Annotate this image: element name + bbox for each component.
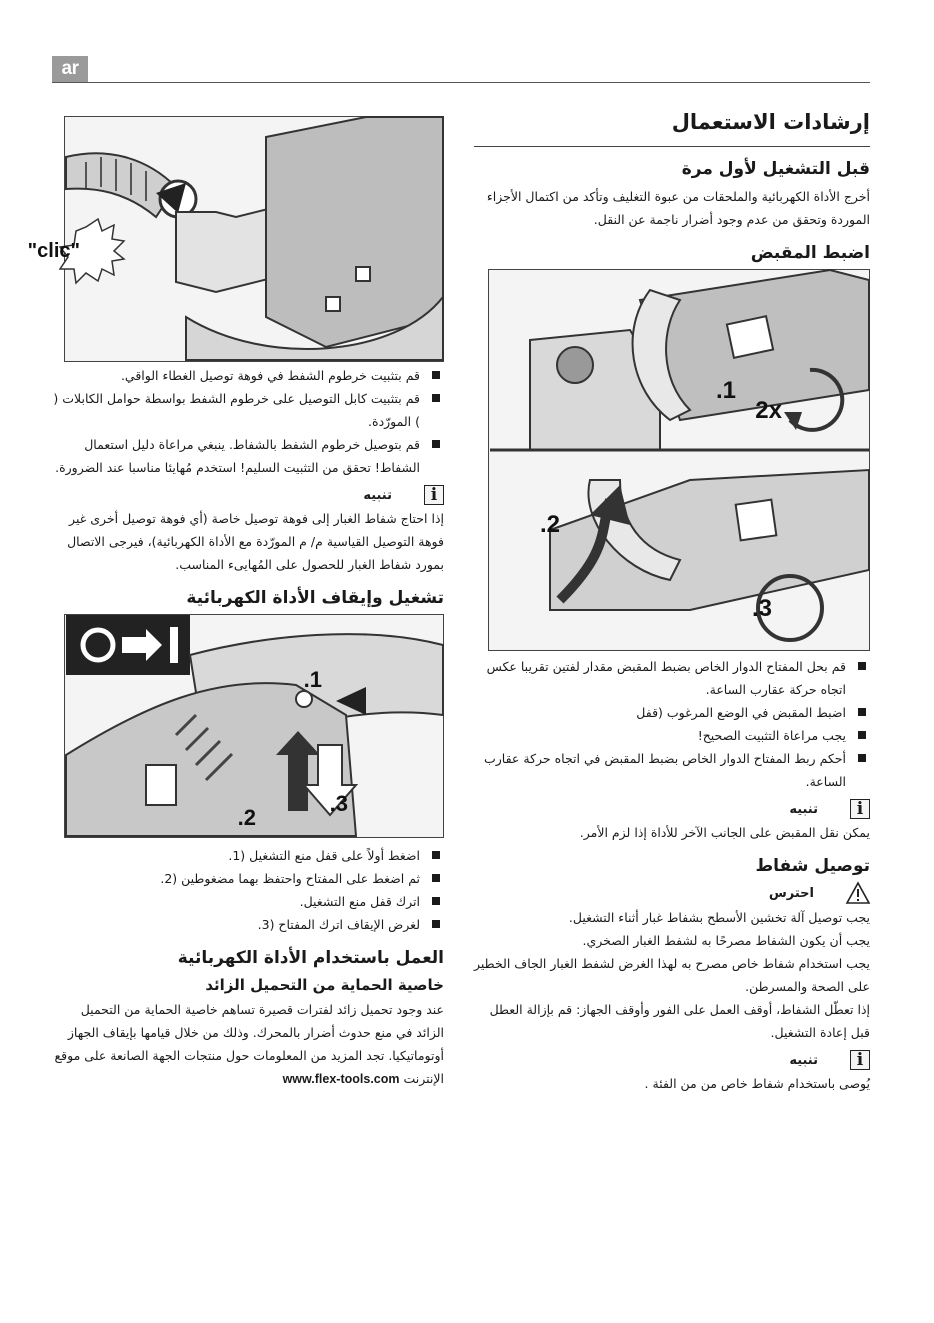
work-section-heading: العمل باستخدام الأداة الكهربائية [177, 948, 444, 968]
overload-text [52, 998, 444, 1091]
warning-triangle-icon [846, 882, 870, 904]
list-item: اترك قفل منع التشغيل. [52, 890, 444, 913]
dust-warning-line: يجب توصيل آلة تخشين الأسطح بشفاط غبار أثناء التشغيل. [568, 910, 870, 925]
info-icon: i [850, 1050, 870, 1070]
dust-warning-line: إذا تعطّل الشفاط، أوقف العمل على الفور وأوقف الجهاز: قم بإزالة العطل قبل إعادة التشغيل. [489, 1002, 870, 1040]
list-item: لغرض الإيقاف اترك المفتاح (3. [52, 913, 444, 936]
manufacturer-url: www.flex-tools.com [282, 1072, 400, 1086]
handle-adjust-steps [474, 655, 870, 793]
hose-connect-illustration [27, 117, 443, 360]
hose-connect-figure [27, 116, 444, 362]
note-label: تنبيه [789, 801, 818, 817]
language-badge: ar [52, 56, 88, 82]
switch-section-heading: تشغيل وإيقاف الأداة الكهربائية [186, 588, 444, 608]
handle-note-text: يمكن نقل المقبض على الجانب الآخر للأداة إذا لزم الأمر. [579, 825, 870, 840]
warning-label: احترس [768, 885, 814, 901]
overload-text-body: عند وجود تحميل زائد لفترات قصيرة تساهم خاصية الحماية من التحميل الزائد في منع حدوث أضرار بالمحرك. وذلك من خلال قيامها بإيقاف الجهاز أوتوماتيكيا. تجد المزيد من المعلومات حول منتجات الجهة الصانعة على موقع الإنترنت [54, 1002, 444, 1086]
list-item: اضغط أولاً على قفل منع التشغيل (1. [52, 844, 444, 867]
list-item: قم بحل المفتاح الدوار الخاص بضبط المقبض مقدار لفتين تقريبا عكس اتجاه حركة عقارب الساعة. [474, 655, 870, 701]
dust-warning-line: يجب أن يكون الشفاط مصرحًا به لشفط الغبار الصخري. [582, 933, 870, 948]
before-first-use-heading: قبل التشغيل لأول مرة [681, 159, 870, 179]
dust-extraction-heading: توصيل شفاط [755, 856, 870, 876]
list-item: ثم اضغط على المفتاح واحتفظ بهما مضغوطين (2. [52, 867, 444, 890]
step-3-label: 3. [329, 791, 348, 816]
right-column [474, 110, 870, 1095]
adapter-note-header [52, 485, 444, 505]
handle-adjust-illustration [490, 270, 869, 649]
warning-header [474, 882, 870, 904]
step-1-label: 1. [715, 377, 736, 404]
note-label: تنبيه [789, 1052, 818, 1068]
list-item: قم بتثبيت خرطوم الشفط في فوهة توصيل الغطاء الواقي. [52, 364, 444, 387]
list-item: قم بتوصيل خرطوم الشفط بالشفاط. ينبغي مراعاة دليل استعمال الشفاط! تحقق من التثبيت السليم! استخدم مُهايئا مناسبا عند الضرورة. [52, 433, 444, 479]
page-title: إرشادات الاستعمال [474, 110, 870, 147]
note-label: تنبيه [363, 487, 392, 503]
list-item: يجب مراعاة التثبيت الصحيح! [474, 724, 870, 747]
switch-illustration [66, 615, 443, 836]
step-2-label: 2. [539, 511, 560, 538]
adjust-handle-heading: اضبط المقبض [750, 243, 870, 263]
step-2-label: 2. [237, 805, 256, 830]
clic-label: "clic" [27, 240, 80, 262]
dust-warning-line: يجب استخدام شفاط خاص مصرح به لهذا الغرض لشفط الغبار الجاف الخطير على الصحة والمسرطن. [474, 956, 870, 994]
info-icon: i [850, 799, 870, 819]
list-item: أحكم ربط المفتاح الدوار الخاص بضبط المقبض في اتجاه حركة عقارب الساعة. [474, 747, 870, 793]
list-item: قم بتثبيت كابل التوصيل على خرطوم الشفط بواسطة حوامل الكابلات ( ) المورّدة. [52, 387, 444, 433]
overload-subheading: خاصية الحماية من التحميل الزائد [205, 976, 444, 994]
list-item: اضبط المقبض في الوضع المرغوب (قفل [474, 701, 870, 724]
step-3-label: 3. [751, 595, 772, 622]
handle-note-header [474, 799, 870, 819]
switch-figure [64, 614, 444, 838]
dust-note-header [474, 1050, 870, 1070]
step-1-label: 1. [303, 667, 322, 692]
handle-adjust-figure [488, 269, 870, 651]
two-turns-label: 2x [755, 397, 782, 424]
header-divider [52, 82, 870, 83]
before-first-use-text: أخرج الأداة الكهربائية والملحقات من عبوة التغليف وتأكد من اكتمال الأجزاء الموردة وتحقق من عدم وجود أضرار ناجمة عن النقل. [486, 189, 870, 227]
hose-connect-steps [52, 364, 444, 479]
switch-steps [52, 844, 444, 936]
info-icon: i [424, 485, 444, 505]
left-column [27, 116, 444, 1091]
dust-note-text: يُوصى باستخدام شفاط خاص من من الفئة . [644, 1076, 870, 1091]
adapter-note-text: إذا احتاج شفاط الغبار إلى فوهة توصيل خاصة (أي فوهة توصيل أخرى غير فوهة التوصيل القياسية م/ م المورّدة مع الأداة الكهربائية)، فيرجى الاتصال بمورد شفاط الغبار للحصول على المُهايىء المناسب. [67, 511, 444, 572]
